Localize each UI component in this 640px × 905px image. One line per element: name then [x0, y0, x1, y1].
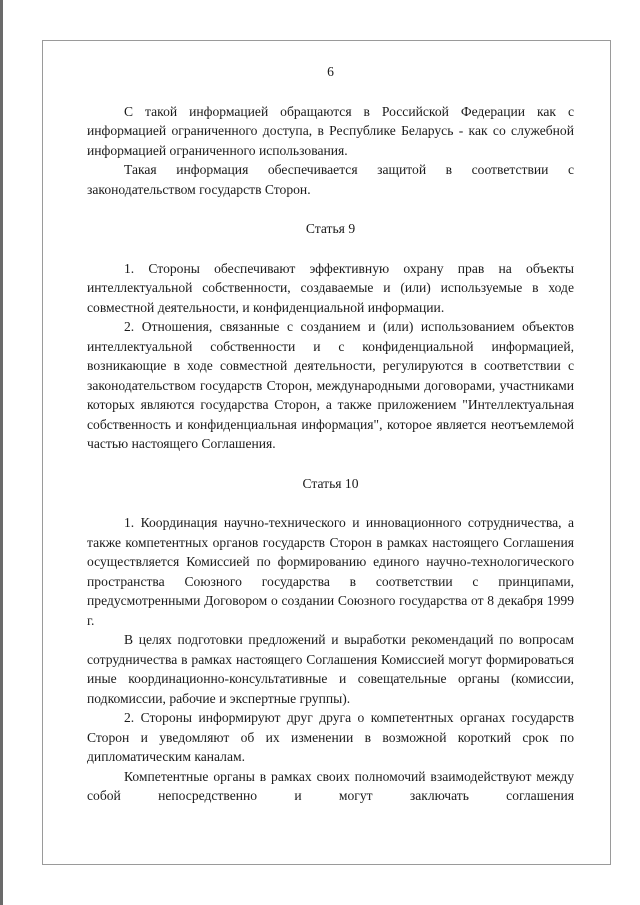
article-10-heading: Статья 10	[302, 475, 359, 491]
article-9-clause-2: 2. Отношения, связанные с созданием и (или) использованием объектов интеллектуальной собственности и с конфиденциальной информацией, возникающие в ходе совместной деятельности, регулируются в соответствии с законодательством государств Сторон, международными договорами, участниками которых являются государства Сторон, а также приложением "Интеллектуальная собственность и конфиденциальная информация", которое является неотъемлемой частью настоящего Соглашения.	[87, 319, 574, 451]
paragraph-protection: Такая информация обеспечивается защитой в соответствии с законодательством государств Сторон.	[87, 162, 574, 197]
article-9-clause-1: 1. Стороны обеспечивают эффективную охрану прав на объекты интеллектуальной собственности, создаваемые и (или) используемые в ходе совместной деятельности, и конфиденциальной информации.	[87, 260, 574, 315]
document-body	[87, 62, 574, 806]
article-10-clause-2: 2. Стороны информируют друг друга о компетентных органах государств Сторон и уведомляют об их изменении в возможной короткий срок по дипломатическим каналам.	[87, 710, 574, 764]
paragraph-restricted-info: С такой информацией обращаются в Российской Федерации как с информацией ограниченного доступа, в Республике Беларусь - как со служебной информацией ограниченного использования.	[87, 103, 574, 158]
page-number: 6	[327, 64, 334, 79]
scan-left-edge	[0, 0, 3, 905]
article-10-competent-bodies: Компетентные органы в рамках своих полномочий взаимодействуют между собой непосредственно и могут заключать соглашения	[87, 768, 574, 803]
article-9-heading: Статья 9	[305, 221, 356, 236]
article-10-recommendations: В целях подготовки предложений и выработки рекомендаций по вопросам сотрудничества в рамках настоящего Соглашения Комиссией могут формироваться иные координационно-консультативные и совещательные органы (комиссии, подкомиссии, рабочие и экспертные группы).	[87, 632, 574, 706]
article-10-clause-1: 1. Координация научно-технического и инновационного сотрудничества, а также компетентных органов государств Сторон в рамках настоящего Соглашения осуществляется Комиссией по формированию единого научно-технологического пространства Союзного государства в соответствии с принципами, предусмотренными Договором о создании Союзного государства от 8 декабря 1999 г.	[87, 515, 574, 628]
